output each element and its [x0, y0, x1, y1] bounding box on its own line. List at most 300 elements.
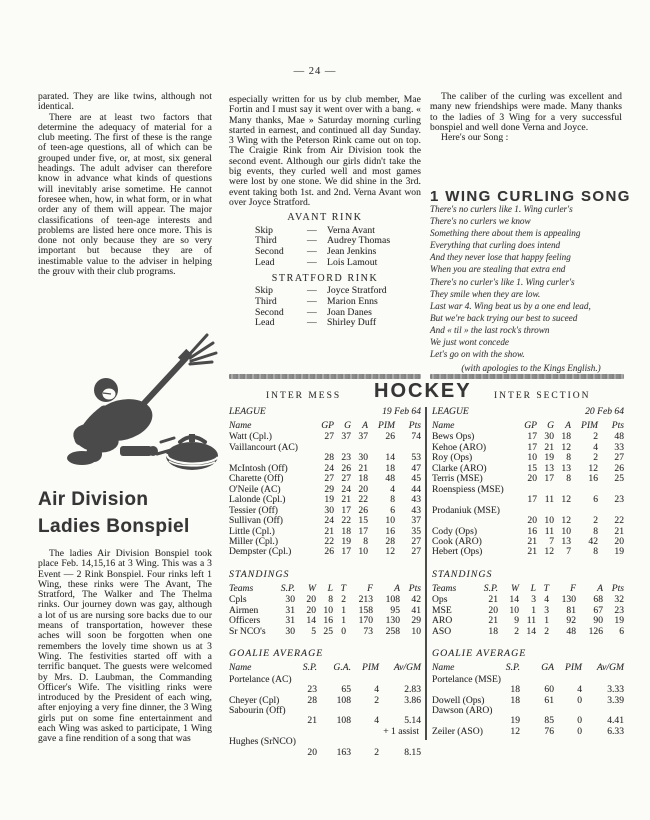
stat-cell: 8.15 — [404, 746, 421, 758]
stat-cell: Pts — [408, 420, 421, 431]
inter-mess-stats — [229, 406, 421, 758]
stat-cell: 27 — [324, 431, 334, 443]
player-name: O'Neile (AC) — [229, 483, 281, 495]
stat-cell: 14 — [526, 625, 536, 637]
column-header-name: Name — [229, 420, 252, 431]
stat-cell: 6 — [390, 504, 395, 516]
stat-cell: 29 — [324, 483, 334, 495]
song-line: Everything that curling does intend — [430, 240, 561, 251]
song-line: There's no curler's like 1. Wing curler's — [430, 276, 575, 287]
stat-cell: 37 — [358, 431, 368, 443]
song-credit: (with apologies to the Kings English.) — [461, 363, 601, 373]
table-row — [229, 627, 421, 637]
stat-cell: 10 — [323, 604, 333, 616]
stat-cell: 2 — [544, 625, 549, 637]
column-header-name: Name — [432, 662, 455, 674]
stat-cell: 8 — [390, 494, 395, 506]
spacer — [229, 748, 289, 758]
rink-member — [255, 318, 421, 329]
league-date: 19 Feb 64 — [382, 406, 421, 417]
stat-cell: 14 — [509, 594, 519, 606]
stat-cell: 14 — [306, 615, 316, 627]
divider-bar — [430, 374, 624, 379]
stat-cell: 32 — [614, 594, 624, 606]
stat-cell: 16 — [527, 525, 537, 537]
stat-cell: 8 — [363, 535, 368, 547]
stat-cell: 21 — [527, 535, 537, 547]
player-name: Clarke (ARO) — [432, 462, 487, 474]
player-name: Watt (Cpl.) — [229, 431, 272, 443]
stat-cell: 20 — [306, 594, 316, 606]
right-column-text — [430, 92, 622, 143]
stat-cell: 74 — [411, 431, 421, 443]
league-label: LEAGUE — [229, 406, 266, 417]
stat-cell: PIM — [564, 662, 582, 674]
stat-cell: 41 — [411, 604, 421, 616]
stat-cell: 43 — [411, 504, 421, 516]
stat-cell: 11 — [544, 494, 554, 506]
column-header-name: Teams — [229, 582, 254, 594]
stat-cell: 108 — [336, 715, 351, 727]
stat-cell: 10 — [561, 525, 571, 537]
spacer — [229, 716, 289, 726]
table-row — [229, 737, 421, 747]
stat-cell: T — [543, 582, 549, 594]
team-name: ARO — [432, 615, 453, 627]
stat-cell: PIM — [580, 420, 598, 431]
paragraph: The ladies Air Division Bonspiel took place Feb. 14,15,16 at 3 Wing. This was a 3 Event — 2 Rink Bonspiel. Four rinks left 1 Wing, these rinks were The Avant, The Stratford, The Walker and The Thelma rinks. Our journey down was gay, although a lot of us are nursing sore backs due to our means of transportation, however these aches will soon be forgotten when one remembers the lovely time shown us at 3 Wing. The festivities started off with a terrific banquet. The guests were welcomed by Mrs. D. Laubman, the Commanding Officer's Wife. The visitling rinks were introduced by the President of each wing, after enjoying a very fine dinner, the 3 Wing girls put on some fine entertainment and each Wing was asked to participate, 1 Wing gave a fine rendition of a song that was — [38, 548, 212, 745]
stat-cell: 25 — [323, 625, 333, 637]
stat-cell: 1 — [544, 615, 549, 627]
stat-cell: 20 — [527, 473, 537, 485]
stat-cell: 213 — [358, 594, 373, 606]
stat-cell: 0 — [577, 694, 582, 706]
stat-cell: L — [530, 582, 536, 594]
table-row — [229, 516, 421, 526]
column-header-name: Teams — [432, 582, 457, 594]
stat-cell: 12 — [588, 462, 598, 474]
standings-label: STANDINGS — [432, 568, 493, 580]
stat-cell: 48 — [614, 431, 624, 443]
stat-cell: 27 — [341, 473, 351, 485]
table-header — [432, 421, 624, 431]
stat-cell: 31 — [285, 615, 295, 627]
stat-cell: 42 — [411, 594, 421, 606]
stat-cell: 53 — [411, 452, 421, 464]
player-name: Roenspiess (MSE) — [432, 483, 504, 495]
left-column-text — [38, 92, 212, 277]
team-name: ASO — [432, 625, 452, 637]
player-name: Cheyer (Cpl) — [229, 694, 280, 706]
stat-cell: W — [511, 582, 519, 594]
stat-cell: 8 — [328, 594, 333, 606]
stat-cell: 30 — [358, 452, 368, 464]
stat-cell: 1 — [531, 604, 536, 616]
stat-cell: S.P. — [302, 662, 317, 674]
stat-cell: A — [565, 420, 571, 431]
song-line: Let's go on with the show. — [430, 349, 525, 360]
player-name: Bews Ops) — [432, 431, 475, 443]
stat-cell: 17 — [544, 473, 554, 485]
stat-cell: 17 — [527, 441, 537, 453]
rink-role: Skip — [255, 224, 273, 236]
stat-cell: 21 — [488, 594, 498, 606]
player-name: Dawson (ARO) — [432, 704, 493, 716]
dash: — — [307, 285, 317, 297]
stat-cell: 3.39 — [607, 694, 624, 706]
paragraph: parated. They are like twins, although not identical. — [38, 91, 212, 113]
article-heading-line1: Air Division — [38, 489, 149, 510]
stat-cell: 44 — [411, 483, 421, 495]
stat-cell: 12 — [510, 725, 520, 737]
stat-cell: 26 — [385, 431, 395, 443]
table-row — [432, 675, 624, 685]
stat-cell: 170 — [358, 615, 373, 627]
stat-cell: 20 — [358, 483, 368, 495]
table-row — [432, 547, 624, 557]
stat-cell: 11 — [526, 615, 536, 627]
stat-cell: 258 — [385, 625, 400, 637]
stat-cell: 28 — [385, 535, 395, 547]
stat-cell: 19 — [510, 715, 520, 727]
stat-cell: 2 — [374, 746, 379, 758]
team-name: Airmen — [229, 604, 259, 616]
rink-role: Skip — [255, 285, 273, 297]
song-line: But we're back trying our best to suceed — [430, 312, 578, 323]
stat-cell: 90 — [593, 615, 603, 627]
dash: — — [307, 235, 317, 247]
goalie-average-label: GOALIE AVERAGE — [432, 648, 527, 660]
player-name: Sabourin (Off) — [229, 704, 286, 716]
stat-cell: 18 — [358, 473, 368, 485]
stat-cell: 21 — [527, 546, 537, 558]
stat-cell: 2 — [341, 594, 346, 606]
stat-cell: 130 — [385, 615, 400, 627]
dash: — — [307, 224, 317, 236]
stat-cell: A — [394, 582, 400, 594]
team-name: Cpls — [229, 594, 247, 606]
stat-cell: 18 — [385, 462, 395, 474]
stat-cell: 30 — [324, 504, 334, 516]
stat-cell: 0 — [577, 715, 582, 727]
stat-cell: A — [362, 420, 368, 431]
player-name: Dowell (Ops) — [432, 694, 485, 706]
stat-cell: 2 — [593, 431, 598, 443]
rink-member-name: Shirley Duff — [327, 317, 377, 329]
player-name: Lalonde (Cpl.) — [229, 494, 286, 506]
table-row — [229, 675, 421, 685]
stat-cell: 21 — [358, 462, 368, 474]
table-header — [432, 584, 624, 594]
stat-cell: 10 — [385, 515, 395, 527]
stat-cell: 12 — [561, 441, 571, 453]
stat-cell: 18 — [488, 625, 498, 637]
song-lyrics — [430, 203, 626, 360]
stat-cell: 68 — [593, 594, 603, 606]
stat-cell: 13 — [561, 462, 571, 474]
player-name: Charette (Off) — [229, 473, 284, 485]
stat-cell: Pts — [611, 420, 624, 431]
stat-cell: 30 — [285, 594, 295, 606]
goalie-average-label: GOALIE AVERAGE — [229, 648, 324, 660]
rink-member-name: Marion Enns — [327, 295, 378, 307]
stat-cell: 7 — [549, 535, 554, 547]
stratford-rink-members — [229, 286, 421, 329]
stat-cell: 95 — [390, 604, 400, 616]
stat-cell: 14 — [385, 452, 395, 464]
stat-cell: GP — [524, 420, 537, 431]
song-line: And « til » the last rock's thrown — [430, 324, 550, 335]
player-name: Hebert (Ops) — [432, 546, 483, 558]
stat-cell: 45 — [411, 473, 421, 485]
player-name: Dempster (Cpl.) — [229, 546, 292, 558]
team-name: Ops — [432, 594, 448, 606]
stat-cell: 4 — [390, 483, 395, 495]
stat-cell: 26 — [358, 504, 368, 516]
stat-cell: 30 — [544, 431, 554, 443]
spacer — [229, 685, 289, 695]
stat-cell: 29 — [411, 615, 421, 627]
stat-cell: 2 — [593, 452, 598, 464]
rink-title-avant: AVANT RINK — [287, 212, 363, 224]
stat-cell: Pts — [408, 582, 421, 594]
stat-cell: 47 — [411, 462, 421, 474]
stat-cell: A — [597, 582, 603, 594]
rink-role: Lead — [255, 256, 275, 268]
league-label: LEAGUE — [432, 406, 469, 417]
stat-cell: 6.33 — [607, 725, 624, 737]
paragraph: especially written for us by club member, Mae Fortin and I must say it went over with a bang. « Many thanks, Mae » Saturday morning curling started in earnest, and continued all day Sunday. 3 Wing with the Peterson Rink came out on top. The Craigie Rink from Air Division took the second event. Although our girls didn't take the big events, they curled well and most games were lost by one stone. We did shine in the 3rd. event taking both 1st. and 2nd. Verna Avant won over Joyce Stratford. — [229, 94, 421, 208]
stat-cell: 2 — [374, 694, 379, 706]
table-row — [229, 547, 421, 557]
stat-cell: Pts — [611, 582, 624, 594]
rink-member-name: Joan Danes — [327, 306, 372, 318]
table-header — [229, 421, 421, 431]
stat-cell: 6 — [619, 625, 624, 637]
middle-column-text — [229, 95, 421, 329]
stat-cell: 19 — [614, 615, 624, 627]
league-date: 20 Feb 64 — [585, 406, 624, 417]
stat-cell: 27 — [411, 546, 421, 558]
stat-cell: 43 — [411, 494, 421, 506]
spacer — [432, 516, 513, 526]
table-header — [229, 584, 421, 594]
stat-cell: 19 — [324, 494, 334, 506]
song-line: There's no curlers like 1. Wing curler's — [430, 204, 573, 214]
stat-cell: 15 — [358, 515, 368, 527]
song-line: We just wont concede — [430, 337, 510, 348]
stat-cell: 8 — [566, 473, 571, 485]
dash: — — [307, 295, 317, 307]
stat-cell: 4.41 — [607, 715, 624, 727]
player-name: Kehoe (ARO) — [432, 441, 487, 453]
stat-cell: 4 — [593, 441, 598, 453]
player-name: Portelance (AC) — [229, 673, 292, 685]
stat-cell: 126 — [588, 625, 603, 637]
song-line: Last war 4. Wing beat us by a one end lead, — [430, 300, 591, 311]
stat-cell: 85 — [544, 715, 554, 727]
stat-cell: 17 — [358, 525, 368, 537]
inter-mess-label: INTER MESS — [266, 391, 342, 401]
table-row-stats — [432, 685, 624, 695]
stat-cell: G.A. — [333, 662, 351, 674]
inter-section-stats — [432, 406, 624, 737]
dash: — — [307, 256, 317, 268]
curler-illustration — [40, 330, 222, 482]
table-header — [229, 663, 421, 673]
stat-cell: 16 — [323, 615, 333, 627]
stat-cell: 21 — [488, 615, 498, 627]
stat-cell: 163 — [336, 746, 351, 758]
player-name: Sullivan (Off) — [229, 515, 283, 527]
song-line: And they never lose that happy feeling — [430, 252, 571, 263]
stat-cell: 28 — [307, 694, 317, 706]
stat-cell: 48 — [385, 473, 395, 485]
stat-cell: 42 — [588, 535, 598, 547]
stat-cell: 7 — [566, 546, 571, 558]
stat-cell: F — [570, 582, 576, 594]
stat-cell: 8 — [593, 546, 598, 558]
stat-cell: 15 — [527, 462, 537, 474]
stat-cell: S.P. — [505, 662, 520, 674]
song-line: There's no curlers we know — [430, 216, 531, 227]
stat-cell: 27 — [411, 535, 421, 547]
stat-cell: 1 — [341, 604, 346, 616]
player-name: Hughes (SrNCO) — [229, 736, 296, 748]
stat-cell: 17 — [527, 431, 537, 443]
stat-cell: 12 — [561, 494, 571, 506]
song-title: 1 WING CURLING SONG — [430, 188, 631, 206]
player-name: McIntosh (Off) — [229, 462, 288, 474]
stat-cell: 130 — [561, 594, 576, 606]
rink-title-stratford: STRATFORD RINK — [271, 272, 379, 284]
stat-cell: 26 — [341, 462, 351, 474]
standings-table — [432, 584, 624, 637]
stat-cell: 22 — [614, 515, 624, 527]
stat-cell: L — [327, 582, 333, 594]
goalie-table — [432, 663, 624, 737]
player-name: Prodaniuk (MSE) — [432, 504, 500, 516]
stat-cell: 18 — [561, 431, 571, 443]
stat-cell: 4 — [374, 715, 379, 727]
stat-cell: G — [547, 420, 554, 431]
team-name: Sr NCO's — [229, 625, 266, 637]
stat-cell: 16 — [385, 525, 395, 537]
stat-cell: 19 — [614, 546, 624, 558]
paragraph: There are at least two factors that determine the adequacy of material for a club meeting. The first of these is the range of teen-age questions, all of which can be grouped under five, or, at most, six general headings. The adult adviser can therefore know in advance what kinds of questions will inevitably arise sometime. He cannot foresee when, how, in what form, or in what order any of them will appear. The major classifications of teen-age interests and problems are listed here once more. This is done not only because they are so very important but because they are of inestimable value to the adviser in helping the grouv with their club programs. — [38, 111, 212, 278]
stat-cell: 20 — [488, 604, 498, 616]
table-row — [229, 706, 421, 716]
stat-cell: 23 — [341, 452, 351, 464]
stat-cell: 33 — [614, 441, 624, 453]
stat-cell: 2.83 — [404, 684, 421, 696]
table-row — [432, 627, 624, 637]
page-number: — 24 — — [293, 66, 337, 77]
stat-cell: GA — [541, 662, 554, 674]
stat-cell: 67 — [593, 604, 603, 616]
stat-cell: 24 — [341, 483, 351, 495]
song-line: Something there about them is appealing — [430, 228, 581, 239]
stat-cell: 16 — [588, 473, 598, 485]
stat-cell: PIM — [377, 420, 395, 431]
stat-cell: PIM — [361, 662, 379, 674]
stat-cell: 31 — [285, 604, 295, 616]
table-row-stats — [432, 516, 624, 526]
stat-cell: 21 — [544, 441, 554, 453]
stat-cell: 23 — [307, 684, 317, 696]
stat-cell: 60 — [544, 684, 554, 696]
stat-cell: 23 — [614, 604, 624, 616]
league-table — [229, 421, 421, 558]
stat-cell: 28 — [324, 452, 334, 464]
stat-cell: 27 — [324, 473, 334, 485]
stat-cell: 4 — [577, 684, 582, 696]
league-header-row — [229, 406, 421, 417]
rink-role: Lead — [255, 317, 275, 329]
team-name: MSE — [432, 604, 452, 616]
stat-cell: 73 — [363, 625, 373, 637]
stat-cell: 24 — [324, 515, 334, 527]
stat-cell: 37 — [341, 431, 351, 443]
rink-member — [255, 258, 421, 269]
stat-cell: Av/GM — [596, 662, 624, 674]
stat-cell: 12 — [544, 546, 554, 558]
rink-member-name: Audrey Thomas — [327, 235, 391, 247]
stat-cell: 2 — [593, 515, 598, 527]
stat-cell: 3.33 — [607, 684, 624, 696]
player-name: Vaillancourt (AC) — [229, 441, 299, 453]
stat-cell: 13 — [544, 462, 554, 474]
league-header-row — [432, 406, 624, 417]
player-name: Tessier (Off) — [229, 504, 278, 516]
rink-member-name: Verna Avant — [327, 224, 375, 236]
avant-rink-members — [229, 226, 421, 269]
stat-cell: 2 — [514, 625, 519, 637]
standings-table — [229, 584, 421, 637]
column-divider-rule — [425, 407, 427, 740]
stat-cell: 108 — [336, 694, 351, 706]
stat-cell: 19 — [544, 452, 554, 464]
left-column-text-lower — [38, 549, 212, 745]
stat-cell: T — [340, 582, 346, 594]
stat-cell: 10 — [358, 546, 368, 558]
stat-cell: 18 — [510, 684, 520, 696]
player-name: Little (Cpl.) — [229, 525, 275, 537]
table-row — [432, 706, 624, 716]
spacer — [432, 685, 492, 695]
stat-cell: 8 — [593, 525, 598, 537]
league-table — [432, 421, 624, 558]
stat-cell: 20 — [306, 604, 316, 616]
standings-label: STANDINGS — [229, 568, 290, 580]
stat-cell: 20 — [307, 746, 317, 758]
song-intro: Here's our Song : — [441, 132, 509, 144]
divider-bar — [229, 374, 421, 379]
stat-cell: 1 — [341, 615, 346, 627]
dash: — — [307, 246, 317, 258]
table-row-stats — [229, 685, 421, 695]
stat-cell: 5 — [311, 625, 316, 637]
stat-cell: 12 — [561, 515, 571, 527]
stat-cell: Av/GM — [393, 662, 421, 674]
stat-cell: 65 — [341, 684, 351, 696]
stat-cell: 92 — [566, 615, 576, 627]
column-header-name: Name — [432, 420, 455, 431]
song-line: When you are stealing that extra end — [430, 264, 566, 275]
stat-cell: 22 — [358, 494, 368, 506]
stat-cell: 4 — [544, 594, 549, 606]
stat-cell: 17 — [341, 504, 351, 516]
